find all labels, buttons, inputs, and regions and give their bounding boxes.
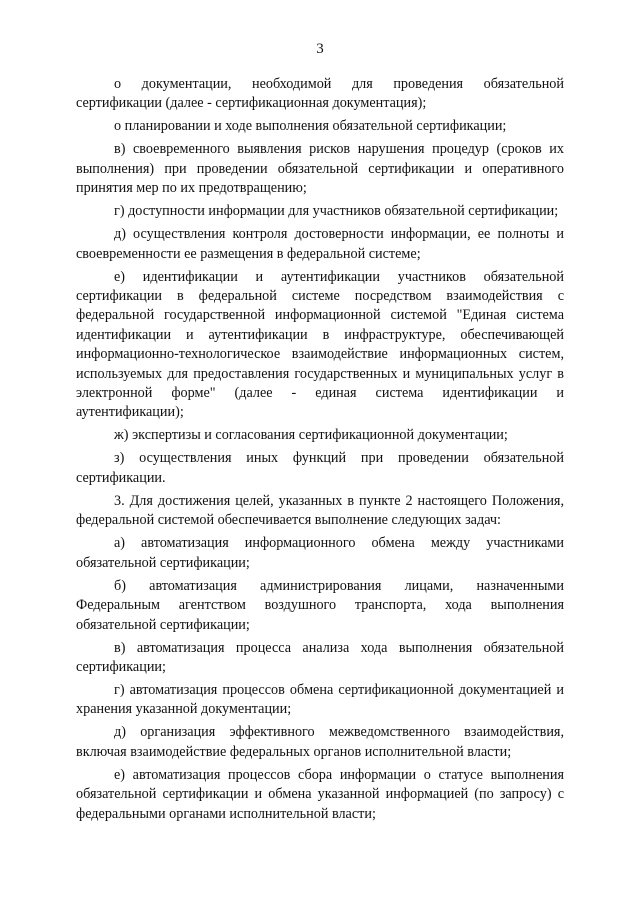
document-body: [76, 75, 564, 828]
paragraph-item-z-other-functions: з) осуществления иных функций при проведении обязательной сертификации.: [76, 450, 564, 486]
page-number: 3: [316, 41, 324, 57]
paragraph-task-b: б) автоматизация администрирования лицами, назначенными Федеральным агентством воздушного транспорта, хода выполнения обязательной сертификации;: [76, 577, 564, 633]
paragraph-item-g-availability: г) доступности информации для участников обязательной сертификации;: [114, 203, 559, 220]
paragraph-item-e-identification: е) идентификации и аутентификации участников обязательной сертификации в федеральной системе посредством взаимодействия с федеральной государственной информационной системой "Единая система идентификации и аутентификации в инфраструктуре, обеспечивающей информационно-технологическое взаимодействие информационных систем, используемых для предоставления государственных и муниципальных услуг в электронной форме" (далее - единая система идентификации и аутентификации);: [76, 268, 564, 421]
paragraph-task-d: д) организация эффективного межведомственного взаимодействия, включая взаимодействие федеральных органов исполнительной власти;: [76, 724, 564, 760]
paragraph-task-e: е) автоматизация процессов сбора информации о статусе выполнения обязательной сертификации и обмена указанной информацией (по запросу) с федеральными органами исполнительной власти;: [76, 766, 564, 822]
paragraph-documentation-info: о документации, необходимой для проведения обязательной сертификации (далее - сертификационная документация);: [76, 76, 564, 112]
paragraph-item-v-risks: в) своевременного выявления рисков нарушения процедур (сроков их выполнения) при проведении обязательной сертификации и оперативного принятия мер по их предотвращению;: [76, 141, 564, 197]
paragraph-task-a: а) автоматизация информационного обмена между участниками обязательной сертификации;: [76, 535, 564, 571]
paragraph-item-zh-expertise: ж) экспертизы и согласования сертификационной документации;: [114, 427, 508, 444]
paragraph-task-v: в) автоматизация процесса анализа хода выполнения обязательной сертификации;: [76, 639, 564, 675]
paragraph-planning-info: о планировании и ходе выполнения обязательной сертификации;: [114, 118, 507, 135]
paragraph-task-g: г) автоматизация процессов обмена сертификационной документацией и хранения указанной документации;: [76, 681, 564, 718]
paragraph-clause-3-tasks: 3. Для достижения целей, указанных в пункте 2 настоящего Положения, федеральной системой обеспечивается выполнение следующих задач:: [76, 492, 564, 529]
paragraph-item-d-control: д) осуществления контроля достоверности информации, ее полноты и своевременности ее размещения в федеральной системе;: [76, 226, 564, 262]
